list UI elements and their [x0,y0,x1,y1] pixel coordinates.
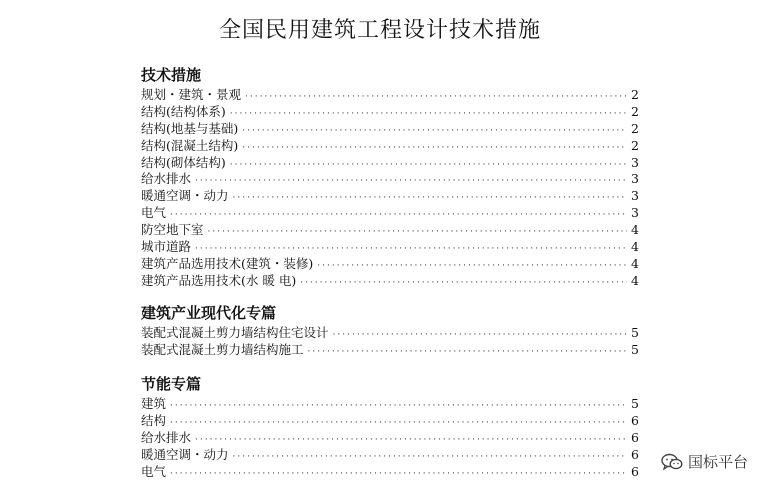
toc-section-technical-measures [141,65,639,290]
toc-entry-page: 3 [631,188,639,204]
toc-entry-label: 装配式混凝土剪力墙结构施工 [141,341,304,357]
toc-entry[interactable] [141,205,639,222]
toc-entry-page: 3 [631,171,639,187]
toc-entry-page: 2 [631,137,639,153]
leader-dots [230,106,627,123]
toc-entry-page: 6 [631,463,639,479]
toc-entry-label: 装配式混凝土剪力墙结构住宅设计 [141,325,329,340]
toc-entry-page: 6 [631,429,639,445]
toc-entry-label: 结构(结构体系) [141,103,226,119]
toc-entry-page: 4 [631,239,639,255]
toc-entry-label: 建筑产品选用技术(建筑・装修) [141,255,314,271]
leader-dots [230,157,627,174]
leader-dots [242,140,627,157]
leader-dots [170,415,627,432]
toc-entry-label: 给水排水 [141,429,192,445]
leader-dots [208,224,627,241]
document-title: 全国民用建筑工程设计技术措施 [218,18,541,43]
toc-entry-label: 结构(地基与基础) [141,120,239,136]
toc-entry[interactable] [141,413,639,430]
wechat-icon [661,453,683,471]
toc-entry-label: 暖通空调・动力 [141,446,229,462]
toc-entry-label: 结构(混凝土结构) [141,137,239,153]
leader-dots [308,344,627,361]
toc-entry-label: 电气 [141,205,167,221]
section-heading: 建筑产业现代化专篇 [141,304,277,322]
toc-entry-page: 6 [631,446,639,462]
toc-entry[interactable] [141,256,639,273]
toc-entry-label: 结构(砌体结构) [141,154,226,170]
leader-dots [233,449,627,466]
leader-dots [245,89,627,106]
toc-entry[interactable] [141,396,639,413]
toc-entry[interactable] [141,171,639,188]
toc-entry-page: 5 [631,341,639,357]
leader-dots [242,123,627,140]
toc-entry-label: 建筑 [141,396,167,411]
leader-dots [233,190,627,207]
toc-entry[interactable] [141,222,639,239]
toc-entry[interactable] [141,188,639,205]
leader-dots [300,275,627,292]
toc-entry-page: 5 [631,325,639,340]
toc-entry[interactable] [141,155,639,172]
toc-entry[interactable] [141,273,639,290]
toc-entry-page: 2 [631,87,639,102]
toc-entry-label: 给水排水 [141,171,192,187]
watermark [661,451,748,472]
toc-entry[interactable] [141,464,639,481]
leader-dots [195,173,627,190]
toc-entry-page: 2 [631,103,639,119]
toc-entry-label: 结构 [141,412,167,428]
toc-section-industrialization [141,303,639,359]
toc-entry[interactable] [141,87,639,104]
toc-entry-label: 电气 [141,463,167,479]
leader-dots [333,327,627,344]
toc-entry[interactable] [141,239,639,256]
toc-entry-label: 防空地下室 [141,222,204,238]
leader-dots [170,398,627,415]
toc-entry-page: 4 [631,255,639,271]
leader-dots [317,258,627,275]
toc-entry-page: 4 [631,222,639,238]
toc-section-energy-saving [141,374,639,480]
toc-entry[interactable] [141,104,639,121]
toc-entry-page: 3 [631,154,639,170]
toc-entry-label: 建筑产品选用技术(水 暖 电) [141,272,297,288]
toc-entry-label: 暖通空调・动力 [141,188,229,204]
toc-entry[interactable] [141,342,639,359]
leader-dots [195,432,627,449]
leader-dots [170,466,627,483]
toc-entry-page: 6 [631,412,639,428]
toc-entry-label: 城市道路 [141,239,192,255]
toc-entry-label: 规划・建筑・景观 [141,87,242,102]
toc-entry-page: 2 [631,120,639,136]
toc-entry-page: 3 [631,205,639,221]
toc-entry-page: 5 [631,396,639,411]
watermark-text: 国标平台 [687,453,748,471]
toc-entry[interactable] [141,430,639,447]
section-heading: 节能专篇 [141,375,202,393]
toc-entry[interactable] [141,325,639,342]
toc-entry[interactable] [141,121,639,138]
toc-entry-page: 4 [631,272,639,288]
section-heading: 技术措施 [141,66,202,84]
leader-dots [170,207,627,224]
toc-entry[interactable] [141,447,639,464]
toc-entry[interactable] [141,138,639,155]
